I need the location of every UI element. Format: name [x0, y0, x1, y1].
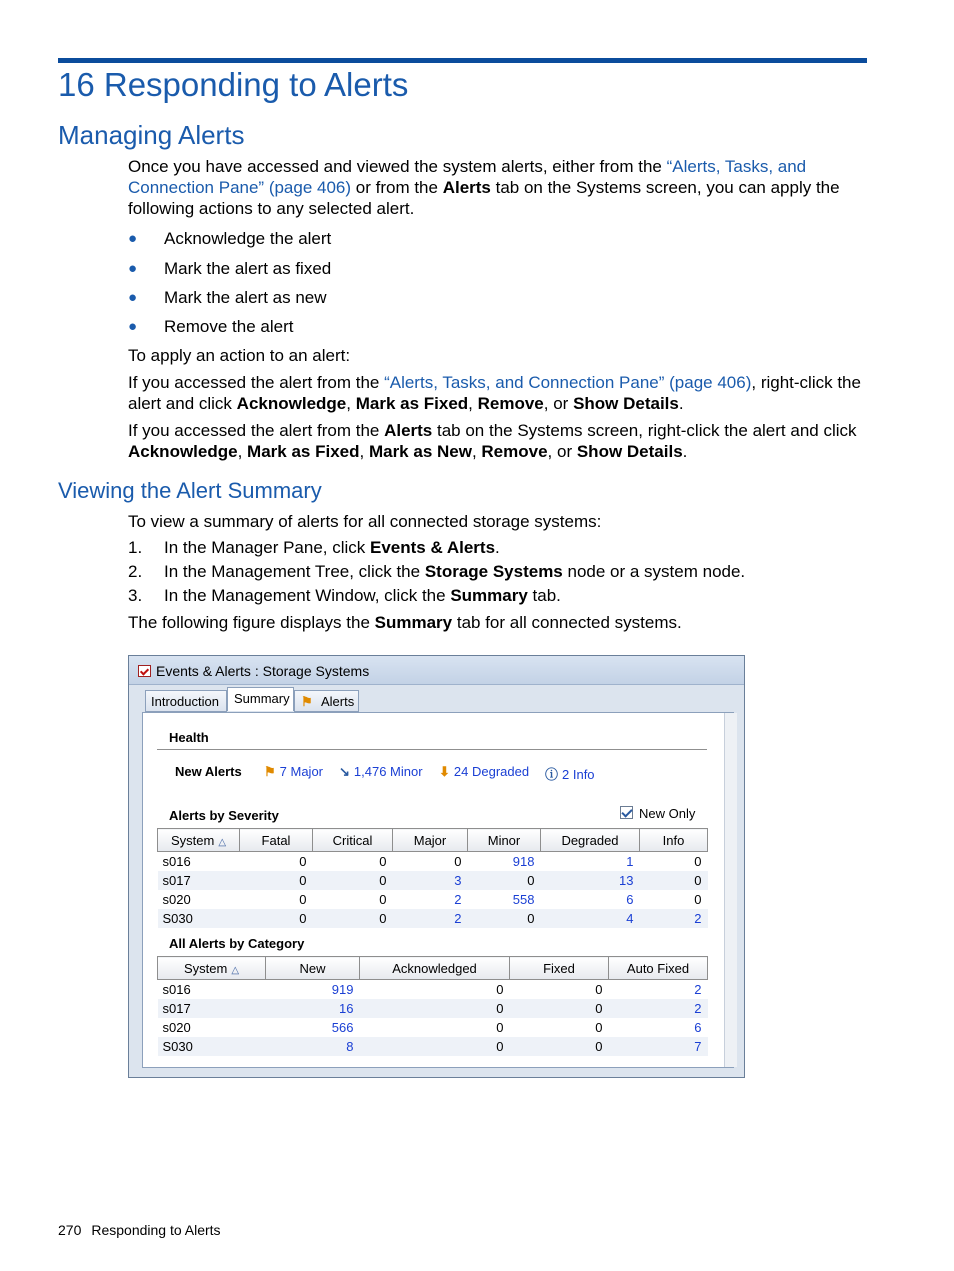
- column-header[interactable]: Fixed: [510, 957, 609, 980]
- bullet-dot-icon: ●: [128, 289, 138, 306]
- column-header[interactable]: Acknowledged: [360, 957, 510, 980]
- tab-introduction[interactable]: Introduction: [145, 690, 227, 712]
- minor-alerts-link[interactable]: ↘ 1,476 Minor: [339, 764, 423, 779]
- degraded-alerts-link[interactable]: ⬇ 24 Degraded: [439, 764, 530, 779]
- table-row[interactable]: S030 0 0 2 0 4 2: [158, 909, 708, 928]
- new-only-checkbox[interactable]: [620, 806, 633, 819]
- alerts-by-severity-heading: Alerts by Severity: [169, 808, 279, 823]
- table-row[interactable]: S030 8 0 0 7: [158, 1037, 708, 1056]
- category-table: [157, 956, 708, 1056]
- major-alerts-link[interactable]: ⚑ 7 Major: [264, 764, 324, 779]
- tab-paragraph: If you accessed the alert from the Alerts tab on the Systems screen, right-click the alert and click Acknowledge, Mark as Fixed, Mark as New, Remove, or Show Details.: [128, 421, 857, 461]
- bullet-dot-icon: ●: [128, 318, 138, 335]
- table-row[interactable]: s016 0 0 0 918 1 0: [162, 854, 702, 869]
- column-header[interactable]: Minor: [468, 829, 541, 852]
- footer-title: Responding to Alerts: [91, 1222, 221, 1238]
- divider: [157, 749, 707, 750]
- new-alerts-label: New Alerts: [175, 764, 242, 779]
- column-header[interactable]: System △: [158, 829, 240, 852]
- table-row[interactable]: s020 0 0 2 558 6 0: [162, 892, 702, 907]
- page-number: 270: [58, 1222, 82, 1238]
- info-icon: ⓘ: [545, 767, 559, 782]
- column-header[interactable]: Info: [640, 829, 708, 852]
- page-footer: [58, 1222, 231, 1238]
- column-header[interactable]: New: [266, 957, 360, 980]
- new-only-label: New Only: [639, 806, 696, 821]
- bullet-dot-icon: ●: [128, 260, 138, 277]
- section-heading-managing-alerts: Managing Alerts: [58, 120, 245, 150]
- alerts-pane-link[interactable]: “Alerts, Tasks, and: [666, 157, 807, 176]
- orange-flag-icon: ⚑: [264, 764, 276, 779]
- bullet-dot-icon: ●: [128, 230, 138, 247]
- chapter-title: 16 Responding to Alerts: [58, 66, 409, 103]
- apply-text: To apply an action to an alert:: [128, 346, 351, 365]
- intro-paragraph: Once you have accessed and viewed the system alerts, either from the “Alerts, Tasks, and Connection Pane” (page 406) or from the Alerts tab on the Systems screen, you can apply the following actions to any selected alert.: [128, 157, 840, 218]
- column-header[interactable]: System △: [158, 957, 266, 980]
- column-header[interactable]: Fatal: [240, 829, 313, 852]
- alerts-by-category-heading: All Alerts by Category: [169, 936, 305, 951]
- figure-caption: The following figure displays the Summary tab for all connected systems.: [128, 613, 682, 632]
- events-alerts-icon: [138, 665, 151, 677]
- severity-table: [157, 828, 708, 928]
- window-title-bar: Events & Alerts : Storage Systems: [129, 656, 744, 685]
- sort-ascending-icon: △: [231, 964, 240, 976]
- table-row[interactable]: s020 566 0 0 6: [162, 1020, 702, 1035]
- pane-paragraph: If you accessed the alert from the “Alerts, Tasks, and Connection Pane” (page 406), right-click the alert and click Acknowledge, Mark as Fixed, Remove, or Show Details.: [128, 373, 861, 413]
- alerts-pane-link-cont[interactable]: Connection Pane” (page 406): [128, 178, 352, 197]
- section-heading-viewing-summary: Viewing the Alert Summary: [58, 478, 322, 503]
- column-header[interactable]: Major: [393, 829, 468, 852]
- vertical-scrollbar[interactable]: [724, 713, 737, 1067]
- info-alerts-link[interactable]: ⓘ 2 Info: [545, 764, 595, 783]
- minor-arrow-icon: ↘: [339, 764, 350, 779]
- tab-alerts[interactable]: ⚑ Alerts: [294, 690, 359, 712]
- table-row[interactable]: s017 16 0 0 2: [158, 999, 708, 1018]
- events-alerts-window: [128, 655, 745, 1078]
- health-heading: Health: [169, 730, 209, 745]
- alerts-flag-icon: ⚑: [301, 694, 313, 709]
- tab-summary[interactable]: Summary: [227, 687, 294, 711]
- alerts-pane-link-2[interactable]: “Alerts, Tasks, and Connection Pane” (page 406): [384, 373, 752, 392]
- chapter-rule: [58, 58, 867, 63]
- table-row[interactable]: s016 919 0 0 2: [162, 982, 702, 997]
- summary-intro: To view a summary of alerts for all connected storage systems:: [128, 512, 602, 531]
- column-header[interactable]: Critical: [313, 829, 393, 852]
- column-header[interactable]: Degraded: [541, 829, 640, 852]
- table-row[interactable]: s017 0 0 3 0 13 0: [158, 871, 708, 890]
- sort-ascending-icon: △: [218, 836, 227, 848]
- column-header[interactable]: Auto Fixed: [609, 957, 708, 980]
- degraded-arrow-icon: ⬇: [439, 764, 450, 779]
